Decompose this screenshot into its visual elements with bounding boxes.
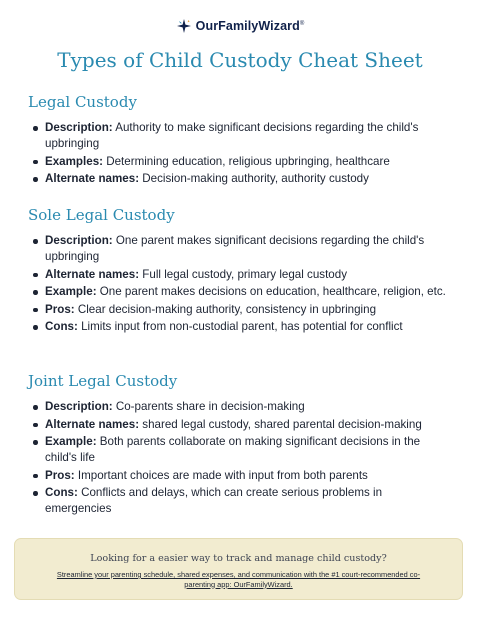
list-item: Alternate names: shared legal custody, shared parental decision-making (45, 417, 448, 433)
banner-heading: Looking for a easier way to track and manage child custody? (90, 553, 387, 564)
list-item: Description: Co-parents share in decision-making (45, 399, 448, 415)
star-sparkle-icon (176, 18, 192, 34)
list-item: Example: One parent makes decisions on education, healthcare, religion, etc. (45, 284, 448, 300)
bullet-list (28, 233, 448, 335)
list-item: Description: Authority to make significant decisions regarding the child's upbringing (45, 120, 448, 152)
list-item: Pros: Important choices are made with input from both parents (45, 468, 448, 484)
section-heading: Joint Legal Custody (28, 372, 178, 390)
list-item: Pros: Clear decision-making authority, consistency in upbringing (45, 302, 448, 318)
bullet-list (28, 399, 448, 517)
page-title: Types of Child Custody Cheat Sheet (57, 48, 423, 72)
sole-legal-custody-section (28, 206, 448, 337)
joint-legal-custody-section (28, 372, 448, 519)
bullet-list (28, 120, 448, 187)
brand-logo (0, 18, 480, 34)
list-item: Examples: Determining education, religious upbringing, healthcare (45, 154, 448, 170)
list-item: Cons: Limits input from non-custodial parent, has potential for conflict (45, 319, 448, 335)
list-item: Description: One parent makes significant decisions regarding the child's upbringing (45, 233, 448, 265)
brand-name: OurFamilyWizard® (195, 19, 305, 33)
list-item: Cons: Conflicts and delays, which can create serious problems in emergencies (45, 485, 448, 517)
section-heading: Sole Legal Custody (28, 206, 175, 224)
list-item: Alternate names: Full legal custody, primary legal custody (45, 267, 448, 283)
app-promo-link[interactable]: Streamline your parenting schedule, shared expenses, and communication with the #1 court-recommended co-parenting app: OurFamilyWizard. (56, 570, 421, 589)
section-heading: Legal Custody (28, 93, 137, 111)
list-item: Alternate names: Decision-making authority, authority custody (45, 171, 448, 187)
promo-banner (14, 538, 463, 600)
legal-custody-section (28, 93, 448, 189)
list-item: Example: Both parents collaborate on making significant decisions in the child's life (45, 434, 448, 466)
